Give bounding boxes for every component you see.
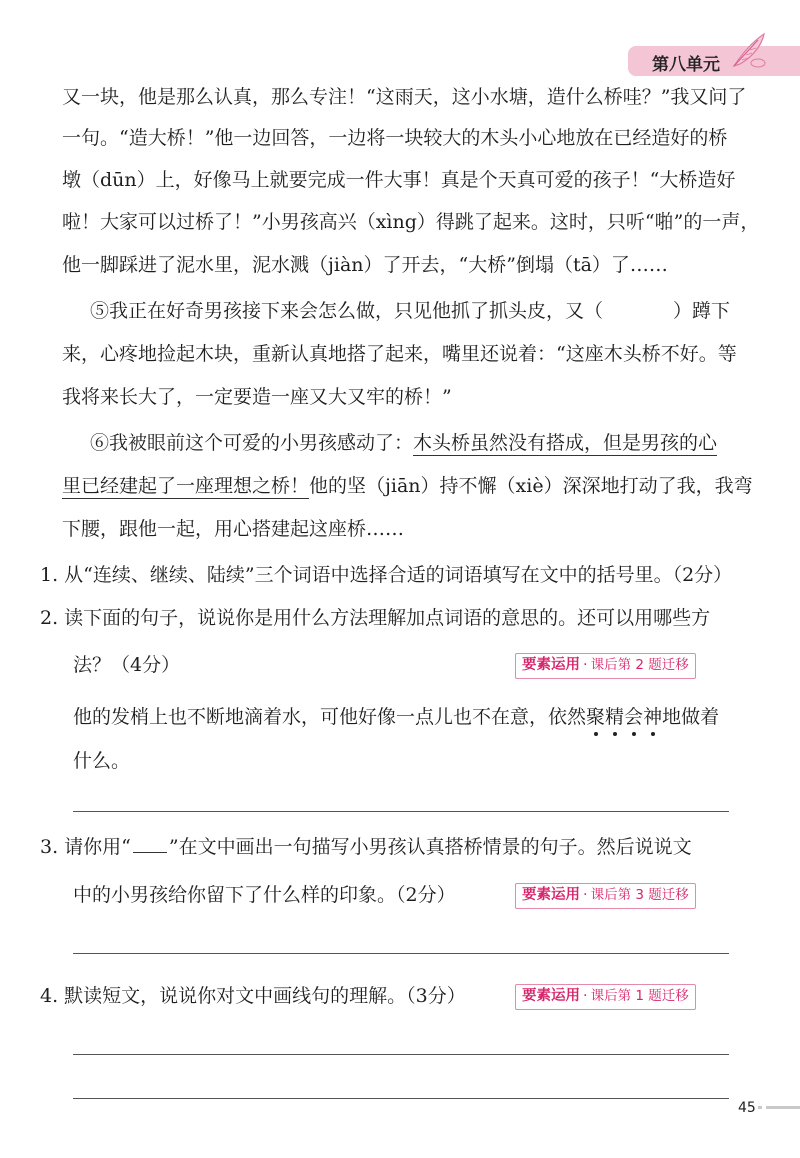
tag-separator: ·: [583, 657, 588, 673]
question-3-text: 3. 请你用“: [40, 836, 131, 858]
passage-line: 墩（dūn）上，好像马上就要完成一件大事！真是个天真可爱的孩子！“大桥造好: [62, 169, 736, 191]
paragraph-6-line-1: [90, 430, 717, 456]
question-4: 4. 默读短文，说说你对文中画线句的理解。（3分）: [40, 985, 466, 1007]
tag-note: 课后第 3 题迁移: [590, 887, 689, 903]
quote-text: 他的发梢上也不断地滴着水，可他好像一点儿也不在意，依然: [73, 706, 587, 728]
tag-separator: ·: [583, 887, 588, 903]
page-bar-decoration: [758, 1106, 762, 1109]
question-2-quote-line-1: [73, 704, 719, 730]
question-2-line-2: 法？（4分）: [73, 654, 181, 676]
answer-line[interactable]: [73, 811, 729, 812]
paragraph-5-text: ）蹲下: [673, 300, 731, 322]
question-2-quote-line-2: 什么。: [73, 750, 131, 772]
tag-separator: ·: [583, 988, 588, 1004]
question-2-line-1: 2. 读下面的句子，说说你是用什么方法理解加点词语的意思的。还可以用哪些方: [40, 607, 711, 629]
question-3-line-1: [40, 834, 692, 860]
paragraph-6-line-3: 下腰，跟他一起，用心搭建起这座桥……: [62, 518, 405, 540]
dotted-char: 聚: [586, 704, 605, 730]
tag-name: 要素运用: [522, 887, 580, 903]
quote-text: 地做着: [662, 706, 720, 728]
page-number: 45: [738, 1100, 756, 1116]
page-bar-decoration: [766, 1106, 800, 1109]
tag-note: 课后第 1 题迁移: [590, 988, 689, 1004]
tag-name: 要素运用: [522, 988, 580, 1004]
dotted-char: 精: [605, 704, 624, 730]
skill-tag-q3: [515, 883, 696, 909]
paragraph-5-line-3: 我将来长大了，一定要造一座又大又牢的桥！”: [62, 386, 452, 408]
underline-symbol: [133, 834, 167, 853]
answer-line[interactable]: [73, 1054, 729, 1055]
skill-tag-q4: [515, 984, 696, 1010]
tag-name: 要素运用: [522, 657, 580, 673]
answer-line[interactable]: [73, 953, 729, 954]
paragraph-5-text: ⑤我正在好奇男孩接下来会怎么做，只见他抓了抓头皮，又（: [90, 300, 604, 322]
paragraph-6-text: ⑥我被眼前这个可爱的小男孩感动了：: [90, 432, 414, 454]
question-3-text: ”在文中画出一句描写小男孩认真搭桥情景的句子。然后说说文: [168, 836, 692, 858]
passage-line: 一句。“造大桥！”他一边回答，一边将一块较大的木头小心地放在已经造好的桥: [62, 127, 728, 149]
passage-line: 又一块，他是那么认真，那么专注！“这雨天，这小水塘，造什么桥哇？”我又问了: [62, 86, 747, 108]
question-1: 1. 从“连续、继续、陆续”三个词语中选择合适的词语填写在文中的括号里。（2分）: [40, 564, 733, 586]
skill-tag-q2: [515, 653, 696, 679]
feather-quill-icon: [728, 30, 768, 72]
paragraph-6-line-2: [62, 473, 753, 499]
underlined-sentence: 木头桥虽然没有搭成，但是男孩的心: [413, 432, 718, 454]
unit-title: 第八单元: [652, 55, 720, 75]
paragraph-5-line-1: [90, 298, 730, 324]
passage-line: 他一脚踩进了泥水里，泥水溅（jiàn）了开去，“大桥”倒塌（tā）了……: [62, 254, 668, 276]
tag-note: 课后第 2 题迁移: [590, 657, 689, 673]
paragraph-6-text: 他的坚（jiān）持不懈（xiè）深深地打动了我，我弯: [309, 475, 753, 497]
answer-line[interactable]: [73, 1098, 729, 1099]
passage-line: 啦！大家可以过桥了！”小男孩高兴（xìng）得跳了起来。这时，只听“啪”的一声，: [62, 211, 760, 233]
dotted-char: 神: [643, 704, 662, 730]
underlined-sentence: 里已经建起了一座理想之桥！: [62, 475, 310, 497]
paragraph-5-line-2: 来，心疼地捡起木块，重新认真地搭了起来，嘴里还说着：“这座木头桥不好。等: [62, 343, 737, 365]
dotted-char: 会: [624, 704, 643, 730]
question-3-line-2: 中的小男孩给你留下了什么样的印象。（2分）: [73, 884, 456, 906]
